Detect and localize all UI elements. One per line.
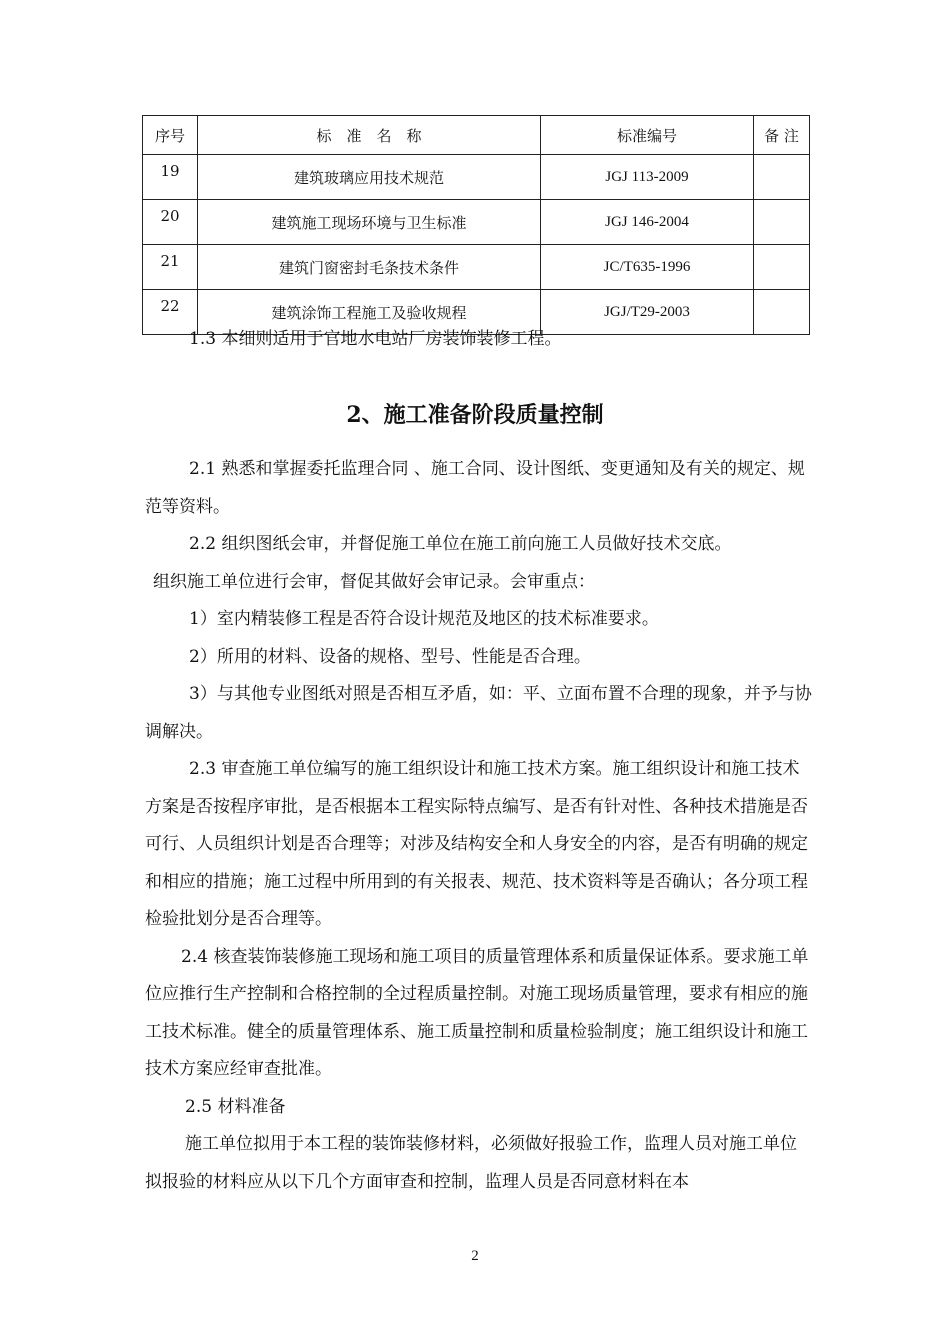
section-2-body (145, 451, 813, 1201)
cell-note (754, 200, 810, 245)
paragraph-2-4: 2.4 核查装饰装修施工现场和施工项目的质量管理体系和质量保证体系。要求施工单位应推行生产控制和合格控制的全过程质量控制。对施工现场质量管理，要求有相应的施工技术标准。健全的质量管理体系、施工质量控制和质量检验制度；施工组织设计和施工技术方案应经审查批准。 (145, 946, 809, 1079)
page-number: 2 (471, 1248, 479, 1264)
cell-name: 建筑涂饰工程施工及验收规程 (198, 290, 541, 335)
cell-no: 19 (143, 155, 198, 200)
paragraph-2-5: 2.5 材料准备 (185, 1096, 286, 1117)
paragraph-2-5-materials: 施工单位拟用于本工程的装饰装修材料，必须做好报验工作，监理人员对施工单位拟报验的材料应从以下几个方面审查和控制，监理人员是否同意材料在本 (145, 1134, 797, 1192)
section-1-3 (145, 321, 813, 359)
table-row (143, 155, 810, 200)
header-no: 序号 (143, 116, 198, 155)
paragraph-2-2: 2.2 组织图纸会审，并督促施工单位在施工前向施工人员做好技术交底。 (189, 534, 732, 554)
review-item-1: 1）室内精装修工程是否符合设计规范及地区的技术标准要求。 (189, 609, 659, 629)
section-heading: 2、施工准备阶段质量控制 (346, 402, 604, 428)
cell-note (754, 155, 810, 200)
table-header-row (143, 116, 810, 155)
table-row (143, 200, 810, 245)
review-item-3: 3）与其他专业图纸对照是否相互矛盾，如：平、立面布置不合理的现象，并予与协调解决。 (145, 684, 812, 742)
cell-name: 建筑玻璃应用技术规范 (198, 155, 541, 200)
table-row (143, 245, 810, 290)
cell-code: JC/T635-1996 (541, 245, 754, 290)
cell-no: 22 (143, 290, 198, 335)
review-item-2: 2）所用的材料、设备的规格、型号、性能是否合理。 (189, 646, 591, 667)
paragraph-2-3: 2.3 审查施工单位编写的施工组织设计和施工技术方案。施工组织设计和施工技术方案是否按程序审批，是否根据本工程实际特点编写、是否有针对性、各种技术措施是否可行、人员组织计划是否合理等；对涉及结构安全和人身安全的内容，是否有明确的规定和相应的措施；施工过程中所用到的有关报表、规范、技术资料等是否确认；各分项工程检验批划分是否合理等。 (145, 759, 808, 929)
cell-name: 建筑施工现场环境与卫生标准 (198, 200, 541, 245)
cell-name: 建筑门窗密封毛条技术条件 (198, 245, 541, 290)
paragraph-1-3: 1.3 本细则适用于官地水电站厂房装饰装修工程。 (189, 329, 562, 349)
cell-note (754, 245, 810, 290)
cell-no: 21 (143, 245, 198, 290)
cell-code: JGJ/T29-2003 (541, 290, 754, 335)
cell-no: 20 (143, 200, 198, 245)
cell-code: JGJ 146-2004 (541, 200, 754, 245)
cell-code: JGJ 113-2009 (541, 155, 754, 200)
header-name: 标 准 名 称 (198, 116, 541, 155)
paragraph-2-1: 2.1 熟悉和掌握委托监理合同 、施工合同、设计图纸、变更通知及有关的规定、规范等资料。 (145, 459, 805, 517)
standards-table (142, 115, 810, 335)
header-note: 备 注 (754, 116, 810, 155)
header-code: 标准编号 (541, 116, 754, 155)
paragraph-2-2-review: 组织施工单位进行会审，督促其做好会审记录。会审重点： (153, 571, 595, 592)
